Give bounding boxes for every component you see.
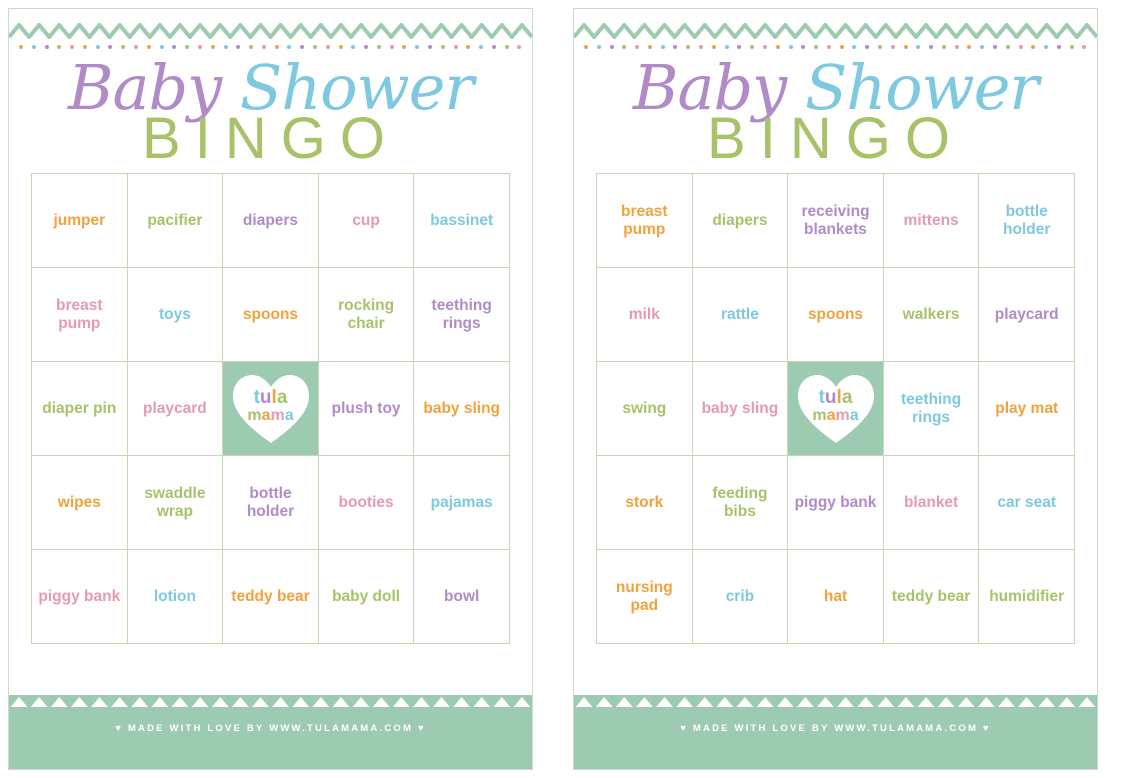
footer [9,695,532,769]
bingo-cell-label: teething rings [900,390,962,426]
heart-icon [796,372,876,446]
bingo-cell[interactable] [597,268,693,362]
bingo-card-left [8,8,533,770]
bingo-cell-label: diapers [712,211,768,229]
bingo-cell[interactable] [127,362,223,456]
bingo-cell[interactable] [127,268,223,362]
bingo-cell-label: teething rings [431,296,492,332]
bingo-cell[interactable] [414,550,510,644]
footer-credit: ♥ MADE WITH LOVE BY WWW.TULAMAMA.COM ♥ [115,723,426,734]
footer-band [9,707,532,769]
bingo-cell[interactable] [883,268,979,362]
bingo-cell-label: breast pump [56,296,103,332]
bingo-cell-label: blanket [903,493,959,511]
bingo-cell-label: wipes [57,493,101,511]
bingo-row [597,362,1075,456]
bingo-cell-label: rattle [720,305,759,323]
bingo-cell-label: hat [823,587,848,605]
bingo-cell[interactable] [318,550,414,644]
bingo-cell[interactable] [788,268,884,362]
footer [574,695,1097,769]
footer-zigzag-icon [9,695,532,709]
bingo-cell-label: humidifier [989,587,1065,605]
top-decorative-band [9,9,532,51]
bingo-cell-label: bottle holder [1003,202,1051,238]
bingo-cell[interactable] [318,174,414,268]
bingo-cell-label: pacifier [147,211,203,229]
bingo-cell[interactable] [979,268,1075,362]
bingo-cell-label: diapers [242,211,299,229]
bingo-cell-label: teddy bear [231,587,310,605]
bingo-card-right [573,8,1098,770]
bingo-cell[interactable] [223,174,319,268]
title-word-shower: Shower [239,51,474,124]
bingo-cell[interactable] [692,174,788,268]
bingo-cell[interactable] [692,550,788,644]
bingo-cell[interactable] [597,456,693,550]
bingo-cell-label: breast pump [621,202,668,238]
bingo-cell[interactable] [32,268,128,362]
bingo-cell[interactable] [32,174,128,268]
bingo-cell[interactable] [318,268,414,362]
bingo-cell-label: play mat [995,399,1059,417]
bingo-cell[interactable] [223,550,319,644]
title-word-baby: Baby [632,51,787,124]
bingo-cell-label: pajamas [430,493,493,511]
bingo-cell[interactable] [788,456,884,550]
bingo-cell-label: bottle holder [246,484,295,520]
bingo-cell-label: diaper pin [42,399,117,417]
bingo-cell-label: car seat [997,493,1056,511]
bingo-cell-label: piggy bank [794,493,877,511]
bingo-row [597,550,1075,644]
bingo-cell-label: milk [628,305,660,323]
free-space-label: tula mama [812,386,859,425]
bingo-cell-label: stork [625,493,664,511]
bingo-cell[interactable] [692,268,788,362]
bingo-cell[interactable] [883,456,979,550]
bingo-row [32,456,510,550]
page-title [574,51,1097,171]
bingo-row [597,456,1075,550]
bingo-cell[interactable] [127,550,223,644]
bingo-cell[interactable] [692,456,788,550]
bingo-cell[interactable] [883,174,979,268]
bingo-cell-label: plush toy [331,399,401,417]
bingo-cell[interactable] [32,550,128,644]
bingo-cell-label: cup [352,211,380,229]
zigzag-icon [574,23,1097,39]
bingo-cell-label: toys [158,305,191,323]
bingo-cell-label: bassinet [430,211,494,229]
bingo-cell-label: spoons [807,305,864,323]
bingo-cell-label: receiving blankets [801,202,870,238]
bingo-cell-label: bowl [444,587,480,605]
bingo-cell[interactable] [979,456,1075,550]
bingo-grid [596,173,1075,644]
bingo-cell[interactable] [32,456,128,550]
bingo-row [32,362,510,456]
bingo-cell-label: playcard [143,399,207,417]
bingo-cell-label: piggy bank [38,587,121,605]
bingo-cell[interactable] [597,362,693,456]
bingo-cell[interactable] [318,362,414,456]
bingo-cell-label: baby sling [701,399,779,417]
bingo-cell[interactable] [414,174,510,268]
bingo-cell[interactable] [223,456,319,550]
bingo-cell[interactable] [127,456,223,550]
bingo-cell-label: mittens [903,211,959,229]
bingo-cell[interactable] [223,268,319,362]
zigzag-icon [9,23,532,39]
bingo-cell[interactable] [788,174,884,268]
bingo-cell-label: swing [622,399,667,417]
footer-zigzag-icon [574,695,1097,709]
bingo-row [597,268,1075,362]
bingo-cell[interactable] [597,174,693,268]
footer-credit: ♥ MADE WITH LOVE BY WWW.TULAMAMA.COM ♥ [680,723,991,734]
title-bingo: BINGO [142,106,399,171]
free-space-label: tula mama [247,386,294,425]
page-title [9,51,532,171]
bingo-cell[interactable] [414,362,510,456]
bingo-cell[interactable] [788,550,884,644]
bingo-cell-label: lotion [153,587,196,605]
bingo-grid [31,173,510,644]
bingo-cell-free-space[interactable] [788,362,884,456]
bingo-cell-label: rocking chair [338,296,395,332]
bingo-cell-label: nursing pad [615,578,673,614]
bingo-cell-label: spoons [242,305,299,323]
heart-icon [231,372,311,446]
bingo-cell-label: baby doll [332,587,401,605]
top-decorative-band [574,9,1097,51]
bingo-cell-label: swaddle wrap [144,484,206,520]
bingo-cell-label: booties [338,493,394,511]
bingo-cell-free-space[interactable] [223,362,319,456]
bingo-cell[interactable] [414,456,510,550]
bingo-cell-label: feeding bibs [712,484,768,520]
title-bingo: BINGO [707,106,964,171]
bingo-cell-label: crib [725,587,755,605]
bingo-cell[interactable] [979,362,1075,456]
bingo-cell[interactable] [883,550,979,644]
bingo-cell[interactable] [597,550,693,644]
bingo-cell-label: baby sling [423,399,501,417]
bingo-cell[interactable] [318,456,414,550]
title-word-shower: Shower [804,51,1039,124]
bingo-row [597,174,1075,268]
bingo-cell[interactable] [979,174,1075,268]
title-word-baby: Baby [67,51,222,124]
footer-band [574,707,1097,769]
bingo-cell[interactable] [883,362,979,456]
bingo-cell-label: teddy bear [891,587,971,605]
bingo-cell[interactable] [979,550,1075,644]
bingo-row [32,550,510,644]
bingo-cell-label: jumper [53,211,106,229]
bingo-cell[interactable] [32,362,128,456]
bingo-cell-label: playcard [994,305,1059,323]
bingo-cell[interactable] [692,362,788,456]
bingo-row [32,174,510,268]
bingo-cell-label: walkers [902,305,960,323]
bingo-cell[interactable] [414,268,510,362]
bingo-cell[interactable] [127,174,223,268]
bingo-row [32,268,510,362]
